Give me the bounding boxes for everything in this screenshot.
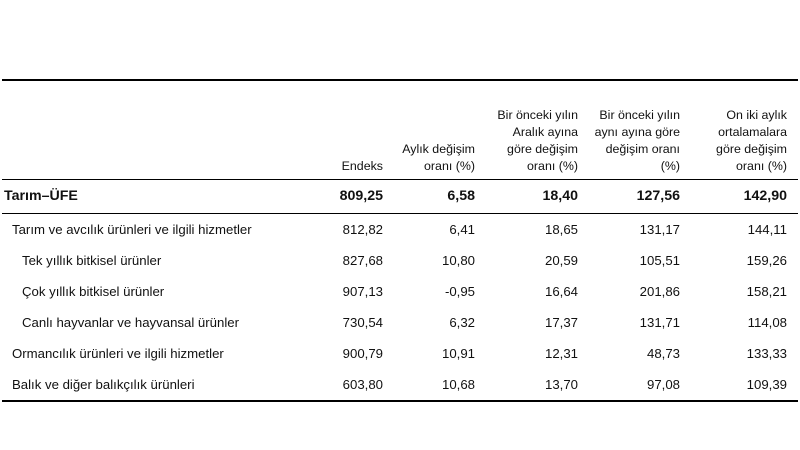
cell-endeks: 900,79 — [342, 345, 383, 361]
cell-endeks: 907,13 — [342, 283, 383, 299]
cell-change-vs-december: 17,37 — [544, 314, 578, 330]
cell-change-vs-december: 16,64 — [544, 283, 578, 299]
table-row — [2, 179, 798, 213]
row-label: Tarım ve avcılık ürünleri ve ilgili hizmetler — [12, 221, 252, 237]
table-row — [2, 213, 798, 245]
table-row — [2, 245, 798, 276]
row-label: Tarım–ÜFE — [2, 179, 314, 213]
header-endeks: Endeks — [314, 80, 394, 179]
table-row — [2, 276, 798, 307]
cell-change-vs-same-month: 105,51 — [639, 252, 680, 268]
ufe-table — [2, 79, 798, 402]
cell-change-vs-same-month: 131,71 — [639, 314, 680, 330]
row-label: Canlı hayvanlar ve hayvansal ürünler — [22, 314, 239, 330]
cell-change-12-month-avg: 144,11 — [747, 221, 787, 237]
row-label: Ormancılık ürünleri ve ilgili hizmetler — [12, 345, 224, 361]
row-label: Çok yıllık bitkisel ürünler — [22, 283, 165, 299]
table-header-row — [2, 80, 798, 179]
cell-change-vs-same-month: 97,08 — [589, 369, 691, 401]
cell-change-vs-same-month: 201,86 — [639, 283, 680, 299]
header-change-12-month-avg: On iki aylık ortalamalara göre değişim oranı (%) — [691, 80, 798, 179]
cell-change-12-month-avg: 158,21 — [746, 283, 787, 299]
cell-monthly-change: 10,80 — [441, 252, 475, 268]
header-blank — [2, 80, 314, 179]
row-label: Tek yıllık bitkisel ürünler — [22, 252, 162, 268]
cell-change-vs-same-month: 127,56 — [589, 179, 691, 213]
cell-change-12-month-avg: 159,26 — [746, 252, 787, 268]
cell-endeks: 827,68 — [342, 252, 383, 268]
cell-monthly-change: 10,91 — [441, 345, 475, 361]
cell-monthly-change: 6,58 — [394, 179, 486, 213]
header-change-vs-december: Bir önceki yılın Aralık ayına göre değişim oranı (%) — [486, 80, 589, 179]
cell-change-12-month-avg: 109,39 — [691, 369, 798, 401]
cell-change-vs-december: 13,70 — [486, 369, 589, 401]
header-monthly-change: Aylık değişim oranı (%) — [394, 80, 486, 179]
table-row — [2, 307, 798, 338]
cell-endeks: 730,54 — [342, 314, 383, 330]
cell-change-vs-same-month: 131,17 — [639, 221, 680, 237]
cell-endeks: 812,82 — [342, 221, 383, 237]
ufe-table-container — [2, 79, 798, 402]
cell-change-vs-same-month: 48,73 — [646, 345, 680, 361]
cell-change-12-month-avg: 114,08 — [747, 314, 787, 330]
cell-monthly-change: 6,41 — [449, 221, 475, 237]
cell-change-12-month-avg: 133,33 — [746, 345, 787, 361]
header-change-vs-same-month: Bir önceki yılın aynı ayına göre değişim oranı (%) — [589, 80, 691, 179]
cell-monthly-change: 6,32 — [449, 314, 475, 330]
table-row — [2, 338, 798, 369]
table-row — [2, 369, 798, 401]
cell-monthly-change: -0,95 — [444, 283, 475, 299]
cell-change-vs-december: 18,65 — [544, 221, 578, 237]
cell-change-vs-december: 12,31 — [544, 345, 578, 361]
cell-change-12-month-avg: 142,90 — [691, 179, 798, 213]
cell-endeks: 603,80 — [314, 369, 394, 401]
cell-change-vs-december: 20,59 — [544, 252, 578, 268]
cell-monthly-change: 10,68 — [394, 369, 486, 401]
cell-change-vs-december: 18,40 — [486, 179, 589, 213]
cell-endeks: 809,25 — [314, 179, 394, 213]
row-label: Balık ve diğer balıkçılık ürünleri — [2, 369, 314, 401]
